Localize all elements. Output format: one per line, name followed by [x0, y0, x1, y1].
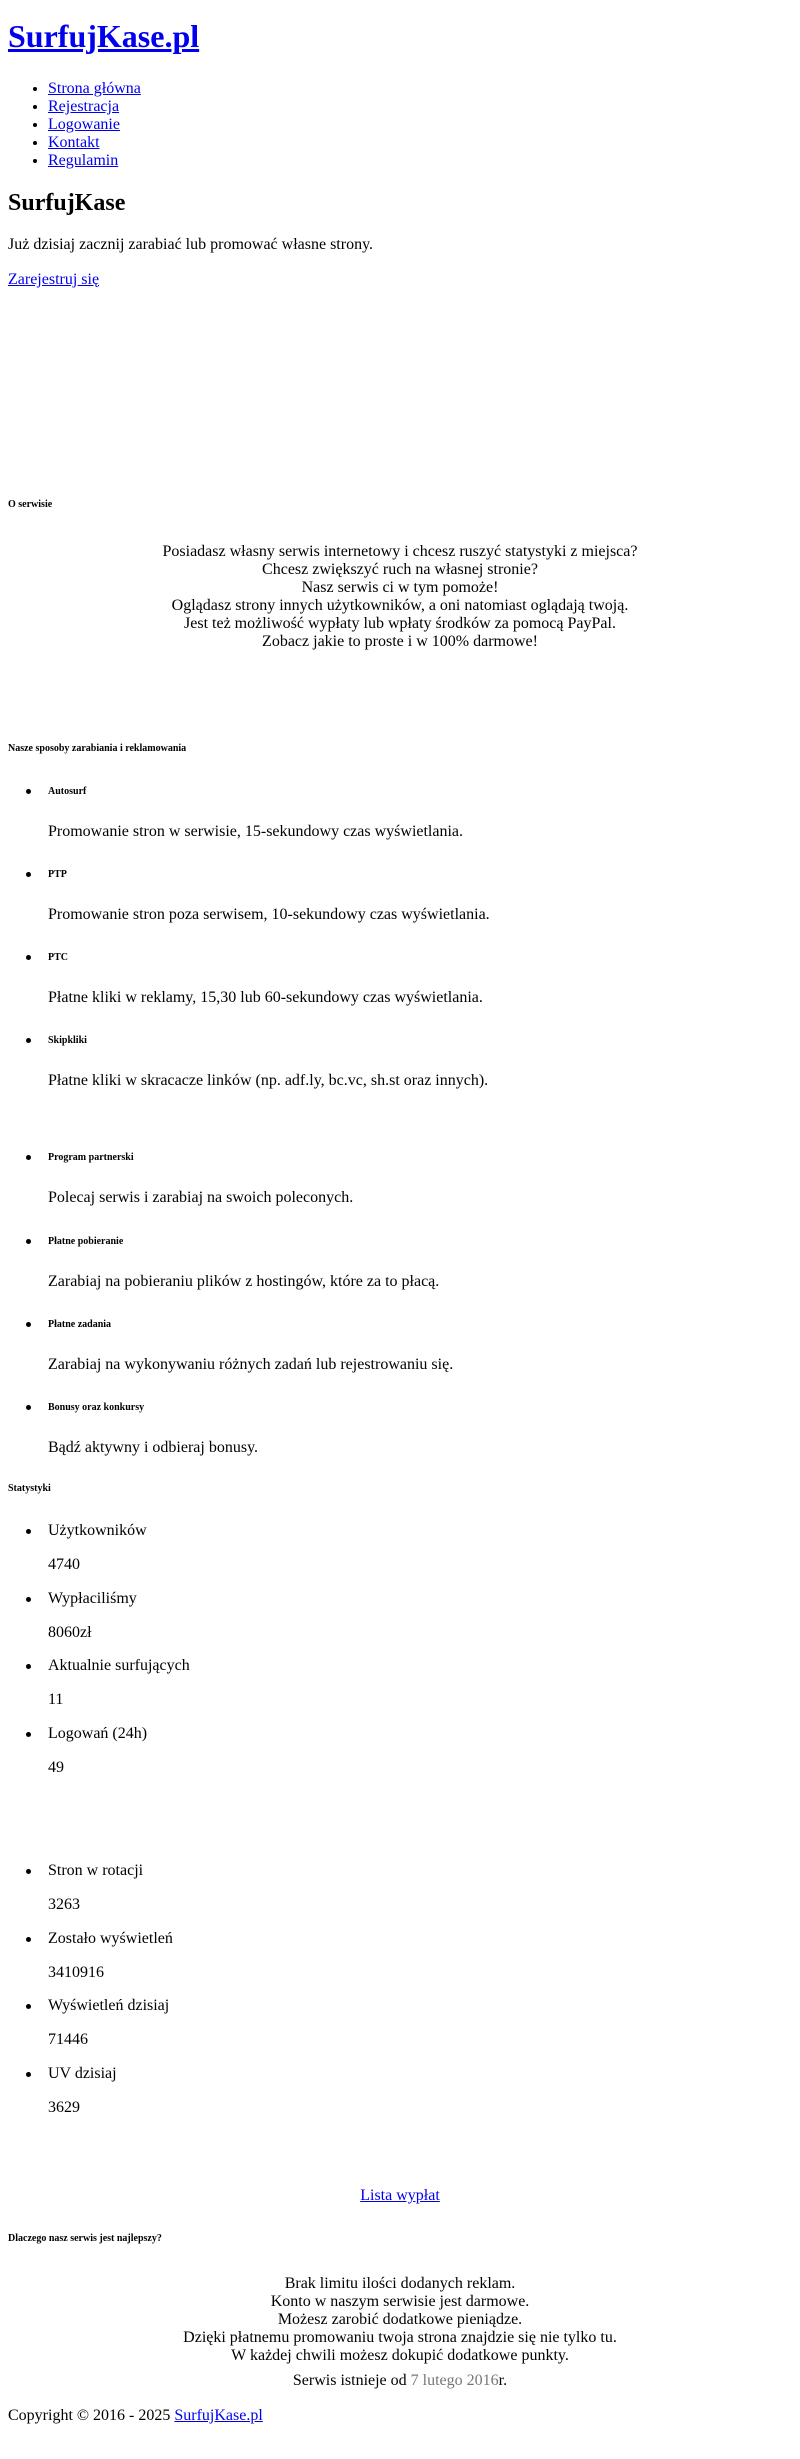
nav-item-register — [48, 98, 141, 116]
nav-link-login[interactable]: Logowanie — [48, 116, 120, 133]
stat-label: Stron w rotacji — [48, 1862, 144, 1879]
method-desc: Zarabiaj na wykonywaniu różnych zadań lub rejestrowaniu się. — [48, 1356, 454, 1373]
why-text — [0, 2275, 800, 2365]
stat-label: Logowań (24h) — [48, 1725, 148, 1742]
why-heading: Dlaczego nasz serwis jest najlepszy? — [8, 2233, 162, 2244]
stat-logins-24h — [48, 1725, 148, 1776]
register-cta-link[interactable]: Zarejestruj się — [8, 271, 100, 288]
why-line: Możesz zarobić dodatkowe pieniądze. — [277, 2311, 523, 2328]
method-title: Skipkliki — [48, 1035, 87, 1046]
stat-value: 3629 — [48, 2099, 80, 2116]
stat-value: 4740 — [48, 1556, 80, 1573]
stat-label: Aktualnie surfujących — [48, 1657, 190, 1674]
nav-item-home — [48, 80, 141, 98]
nav-item-login — [48, 116, 141, 134]
stat-value: 71446 — [48, 2031, 88, 2048]
method-title: Płatne zadania — [48, 1319, 112, 1330]
stat-label: Zostało wyświetleń — [48, 1930, 173, 1947]
method-title: PTP — [48, 869, 67, 880]
method-title: Autosurf — [48, 786, 87, 797]
stat-label: Użytkowników — [48, 1522, 147, 1539]
about-line: Jest też możliwość wypłaty lub wpłaty środków za pomocą PayPal. — [184, 615, 616, 632]
method-desc: Promowanie stron poza serwisem, 10-sekundowy czas wyświetlania. — [48, 906, 490, 923]
method-title: Bonusy oraz konkursy — [48, 1402, 145, 1413]
stat-value: 49 — [48, 1759, 64, 1776]
footer-copyright: Copyright © 2016 - 2025 — [8, 2407, 175, 2424]
site-logo-link[interactable]: SurfujKase.pl — [8, 18, 200, 54]
about-text — [0, 543, 800, 651]
why-line: Dzięki płatnemu promowaniu twoja strona znajdzie się nie tylko tu. — [183, 2329, 617, 2346]
about-line: Oglądasz strony innych użytkowników, a oni natomiast oglądają twoją. — [171, 597, 629, 614]
payouts-list-link[interactable]: Lista wypłat — [360, 2187, 440, 2204]
method-item-paid-tasks — [48, 1319, 454, 1373]
stat-value: 8060zł — [48, 1624, 92, 1641]
method-item-skipkliki — [48, 1035, 489, 1089]
method-desc: Promowanie stron w serwisie, 15-sekundowy czas wyświetlania. — [48, 823, 464, 840]
method-item-bonuses — [48, 1402, 259, 1456]
about-line: Zobacz jakie to proste i w 100% darmowe! — [262, 633, 538, 650]
stat-value: 11 — [48, 1691, 64, 1708]
stat-value: 3263 — [48, 1896, 80, 1913]
stat-uv-today — [48, 2065, 117, 2116]
stat-label: Wyświetleń dzisiaj — [48, 1997, 170, 2014]
nav-link-contact[interactable]: Kontakt — [48, 134, 100, 151]
method-desc: Płatne kliki w skracacze linków (np. adf.ly, bc.vc, sh.st oraz innych). — [48, 1072, 489, 1089]
why-line: Brak limitu ilości dodanych reklam. — [284, 2275, 516, 2292]
nav-link-rules[interactable]: Regulamin — [48, 152, 119, 169]
stat-label: UV dzisiaj — [48, 2065, 117, 2082]
since-suffix: r. — [498, 2372, 508, 2389]
stat-views-left — [48, 1930, 173, 1981]
stat-users — [48, 1522, 147, 1573]
method-item-paid-downloads — [48, 1236, 440, 1290]
method-desc: Polecaj serwis i zarabiaj na swoich poleconych. — [48, 1189, 354, 1206]
methods-heading: Nasze sposoby zarabiania i reklamowania — [8, 743, 187, 754]
since-date: 7 lutego 2016 — [410, 2372, 499, 2389]
stat-value: 3410916 — [48, 1964, 104, 1981]
nav-item-rules — [48, 152, 141, 170]
about-line: Nasz serwis ci w tym pomoże! — [301, 579, 499, 596]
method-item-autosurf — [48, 786, 464, 840]
stat-views-today — [48, 1997, 170, 2048]
footer — [8, 2407, 263, 2425]
nav-link-register[interactable]: Rejestracja — [48, 98, 120, 115]
nav-link-home[interactable]: Strona główna — [48, 80, 141, 97]
stat-surfing-now — [48, 1657, 190, 1708]
hero-title: SurfujKase — [8, 190, 126, 216]
method-title: Płatne pobieranie — [48, 1236, 124, 1247]
method-item-ptp — [48, 869, 490, 923]
method-item-ptc — [48, 952, 483, 1006]
why-line: W każdej chwili możesz dokupić dodatkowe punkty. — [231, 2347, 569, 2364]
nav-item-contact — [48, 134, 141, 152]
method-item-partner-program — [48, 1152, 354, 1206]
method-desc: Płatne kliki w reklamy, 15,30 lub 60-sekundowy czas wyświetlania. — [48, 989, 483, 1006]
main-nav — [8, 80, 141, 170]
about-line: Posiadasz własny serwis internetowy i chcesz ruszyć statystyki z miejsca? — [162, 543, 638, 560]
hero-text: Już dzisiaj zacznij zarabiać lub promować własne strony. — [8, 236, 374, 253]
why-line: Konto w naszym serwisie jest darmowe. — [270, 2293, 530, 2310]
method-desc: Bądź aktywny i odbieraj bonusy. — [48, 1439, 259, 1456]
method-title: PTC — [48, 952, 68, 963]
since-text — [0, 2372, 800, 2390]
stat-paid-out — [48, 1590, 137, 1641]
method-title: Program partnerski — [48, 1152, 134, 1163]
since-prefix: Serwis istnieje od — [292, 2372, 411, 2389]
footer-site-link[interactable]: SurfujKase.pl — [174, 2407, 263, 2424]
about-heading: O serwisie — [8, 499, 53, 510]
stat-label: Wypłaciliśmy — [48, 1590, 137, 1607]
method-desc: Zarabiaj na pobieraniu plików z hostingów, które za to płacą. — [48, 1273, 440, 1290]
payouts-link-wrapper — [0, 2187, 800, 2205]
stats-heading: Statystyki — [8, 1483, 51, 1494]
about-line: Chcesz zwiększyć ruch na własnej stronie? — [262, 561, 538, 578]
stat-pages-in-rotation — [48, 1862, 144, 1913]
